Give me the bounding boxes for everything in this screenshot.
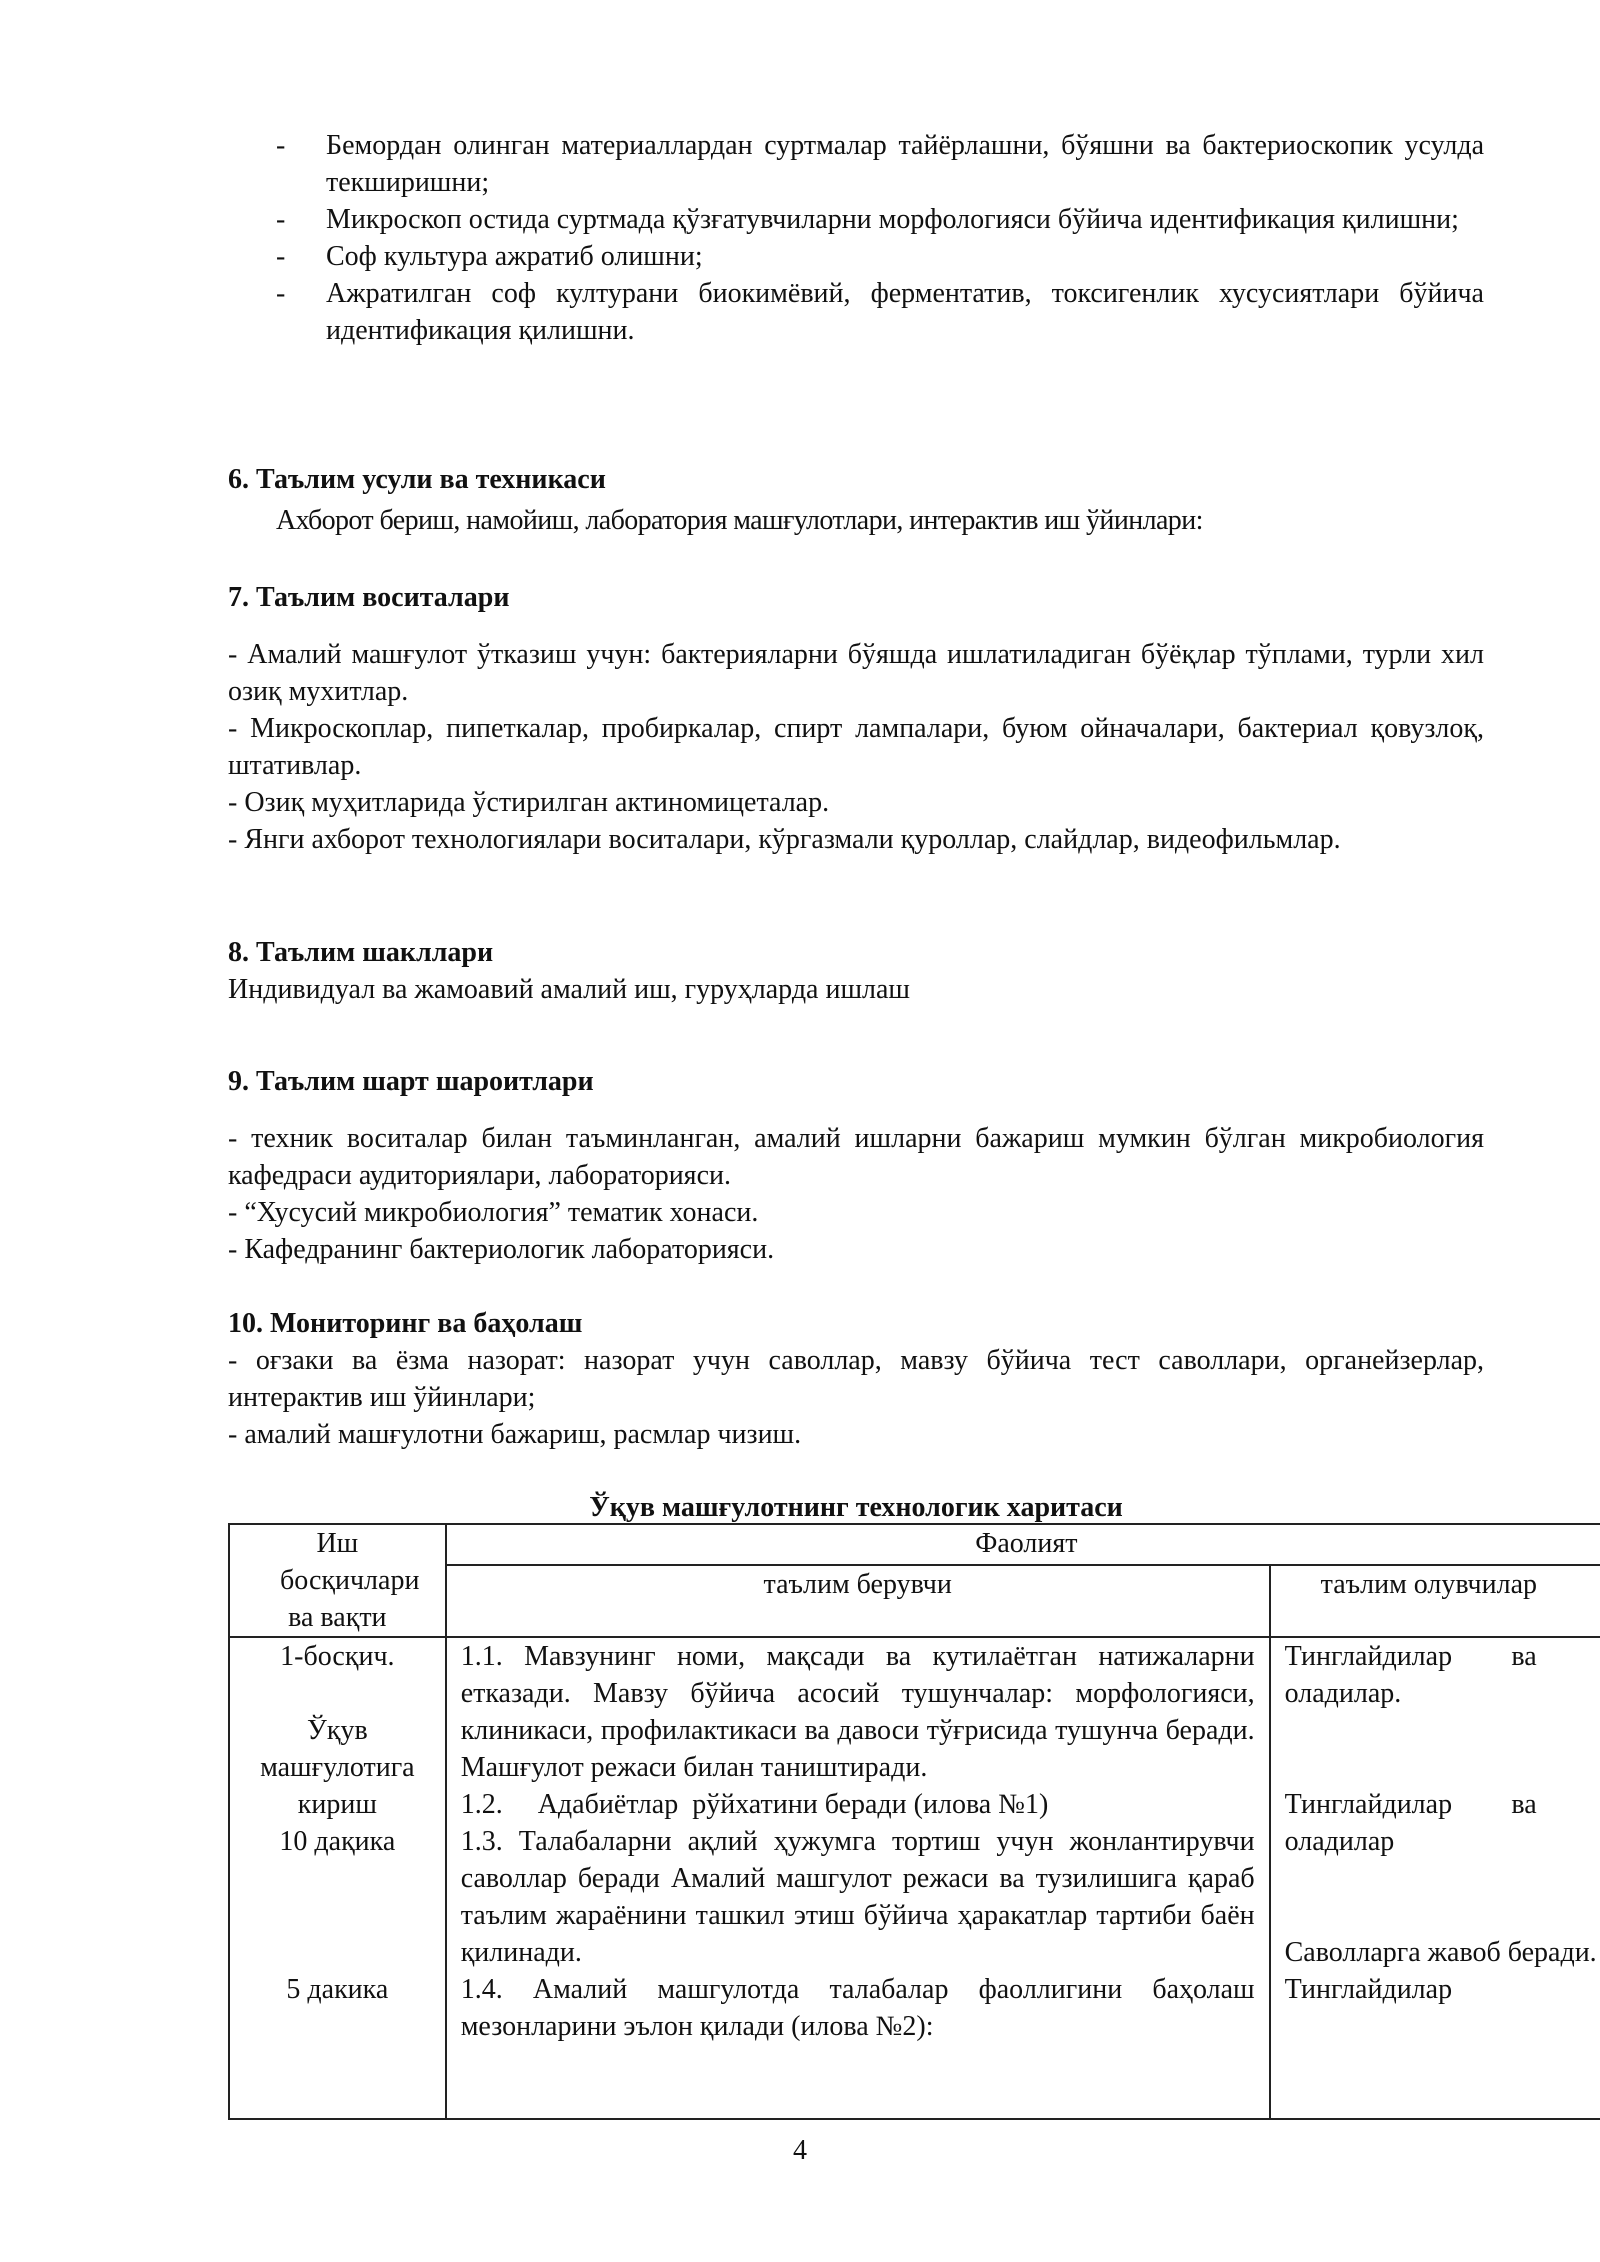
table-row bbox=[229, 1637, 1600, 2119]
list-item-text: Ажратилган соф културани биокимёвий, ферментатив, токсигенлик хусусиятлари бўйича идентификация қилишни. bbox=[326, 278, 1484, 346]
teacher-step: 1.3. Талабаларни ақлий ҳужумга тортиш учун жонлантирувчи саволлар беради Амалий машгулот режаси ва тузилишига қараб таълим жараёнини ташкил этиш бўйича ҳаракатлар тартиби баён қилинади. bbox=[460, 1826, 1255, 1968]
skills-bullet-list bbox=[228, 127, 1484, 349]
stage-name: Ўқув машғулотига кириш bbox=[260, 1715, 415, 1820]
header-stage-cell: Иш босқичлари ва вақти bbox=[229, 1524, 446, 1637]
teacher-step: 1.4. Амалий машгулотда талабалар фаоллигини баҳолаш мезонларини эълон қилади (илова №2): bbox=[460, 1974, 1255, 2042]
bullet-marker: - bbox=[276, 130, 286, 161]
bullet-marker: - bbox=[276, 204, 286, 235]
table-caption: Ўқув машғулотнинг технологик харитаси bbox=[589, 1492, 1123, 1523]
list-item bbox=[228, 238, 1484, 275]
section-9-paragraph: - “Хусусий микробиология” тематик хонаси. bbox=[228, 1197, 759, 1228]
stage-cell bbox=[229, 1637, 446, 2119]
section-6-text: Ахборот бериш, намойиш, лаборатория машғулотлари, интерактив иш ўйинлари: bbox=[276, 505, 1203, 536]
section-10-paragraph: - оғзаки ва ёзма назорат: назорат учун саволлар, мавзу бўйича тест саволлари, органейзерлар, интерактив иш ўйинлари; bbox=[228, 1345, 1484, 1413]
teacher-activity-cell bbox=[446, 1637, 1270, 2119]
list-item bbox=[228, 127, 1484, 201]
section-10-paragraph: - амалий машғулотни бажариш, расмлар чизиш. bbox=[228, 1419, 802, 1450]
bullet-marker: - bbox=[276, 241, 286, 272]
section-7-heading: 7. Таълим воситалари bbox=[228, 582, 510, 613]
section-10-heading: 10. Мониторинг ва баҳолаш bbox=[228, 1308, 583, 1339]
teacher-step: 1.1. Мавзунинг номи, мақсади ва кутилаётган натижаларни етказади. Мавзу бўйича асосий тушунчалар: морфологияси, клиникаси, профилактикаси ва давоси тўғрисида тушунча беради. Машғулот режаси билан таништиради. bbox=[460, 1641, 1255, 1783]
teacher-step: 1.2. Адабиётлар рўйхатини беради (илова №1) bbox=[460, 1789, 1049, 1820]
student-step: Саволларга жавоб беради. bbox=[1284, 1937, 1597, 1968]
header-student-cell: таълим олувчилар bbox=[1270, 1565, 1600, 1637]
header-teacher-cell: таълим берувчи bbox=[446, 1565, 1270, 1637]
section-7-paragraph: - Янги ахборот технологиялари воситалари, кўргазмали қуроллар, слайдлар, видеофильмлар. bbox=[228, 824, 1341, 855]
student-step: Тинглайдилар bbox=[1284, 1974, 1453, 2005]
student-step: Тинглайдилар ва оладилар. bbox=[1284, 1641, 1537, 1709]
student-activity-cell bbox=[1270, 1637, 1600, 2119]
section-7-paragraph: - Озиқ муҳитларида ўстирилган актиномицеталар. bbox=[228, 787, 830, 818]
list-item bbox=[228, 201, 1484, 238]
list-item-text: Микроскоп остида суртмада қўзғатувчиларни морфологияси бўйича идентификация қилишни; bbox=[326, 204, 1459, 235]
section-7-paragraph: - Микроскоплар, пипеткалар, пробиркалар, спирт лампалари, буюм ойначалари, бактериал қовузлоқ, штативлар. bbox=[228, 713, 1484, 781]
list-item-text: Бемордан олинган материаллардан суртмалар тайёрлашни, бўяшни ва бактериоскопик усулда текширишни; bbox=[326, 130, 1484, 198]
list-item bbox=[228, 275, 1484, 349]
section-9-paragraph: - техник воситалар билан таъминланган, амалий ишларни бажариш мумкин бўлган микробиология кафедраси аудиториялари, лабораторияси. bbox=[228, 1123, 1484, 1191]
stage-duration: 5 дакика bbox=[286, 1974, 389, 2005]
page-number: 4 bbox=[793, 2135, 807, 2166]
section-9-heading: 9. Таълим шарт шароитлари bbox=[228, 1066, 594, 1097]
section-9-paragraph: - Кафедранинг бактериологик лабораторияси. bbox=[228, 1234, 775, 1265]
section-7-paragraph: - Амалий машғулот ўтказиш учун: бактерияларни бўяшда ишлатиладиган бўёқлар тўплами, турли хил озиқ мухитлар. bbox=[228, 639, 1484, 707]
stage-duration: 10 дақика bbox=[279, 1826, 396, 1857]
student-step: Тинглайдилар ва оладилар bbox=[1284, 1789, 1537, 1857]
section-8-heading: 8. Таълим шакллари bbox=[228, 937, 494, 968]
section-8-text: Индивидуал ва жамоавий амалий иш, гуруҳларда ишлаш bbox=[228, 974, 910, 1005]
header-activity-cell: Фаолият bbox=[446, 1524, 1600, 1565]
list-item-text: Соф культура ажратиб олишни; bbox=[326, 241, 703, 272]
technology-map-table bbox=[228, 1523, 1600, 2120]
bullet-marker: - bbox=[276, 278, 286, 309]
table-header-row bbox=[229, 1524, 1600, 1565]
section-6-heading: 6. Таълим усули ва техникаси bbox=[228, 464, 606, 495]
stage-label: 1-босқич. bbox=[280, 1641, 395, 1672]
